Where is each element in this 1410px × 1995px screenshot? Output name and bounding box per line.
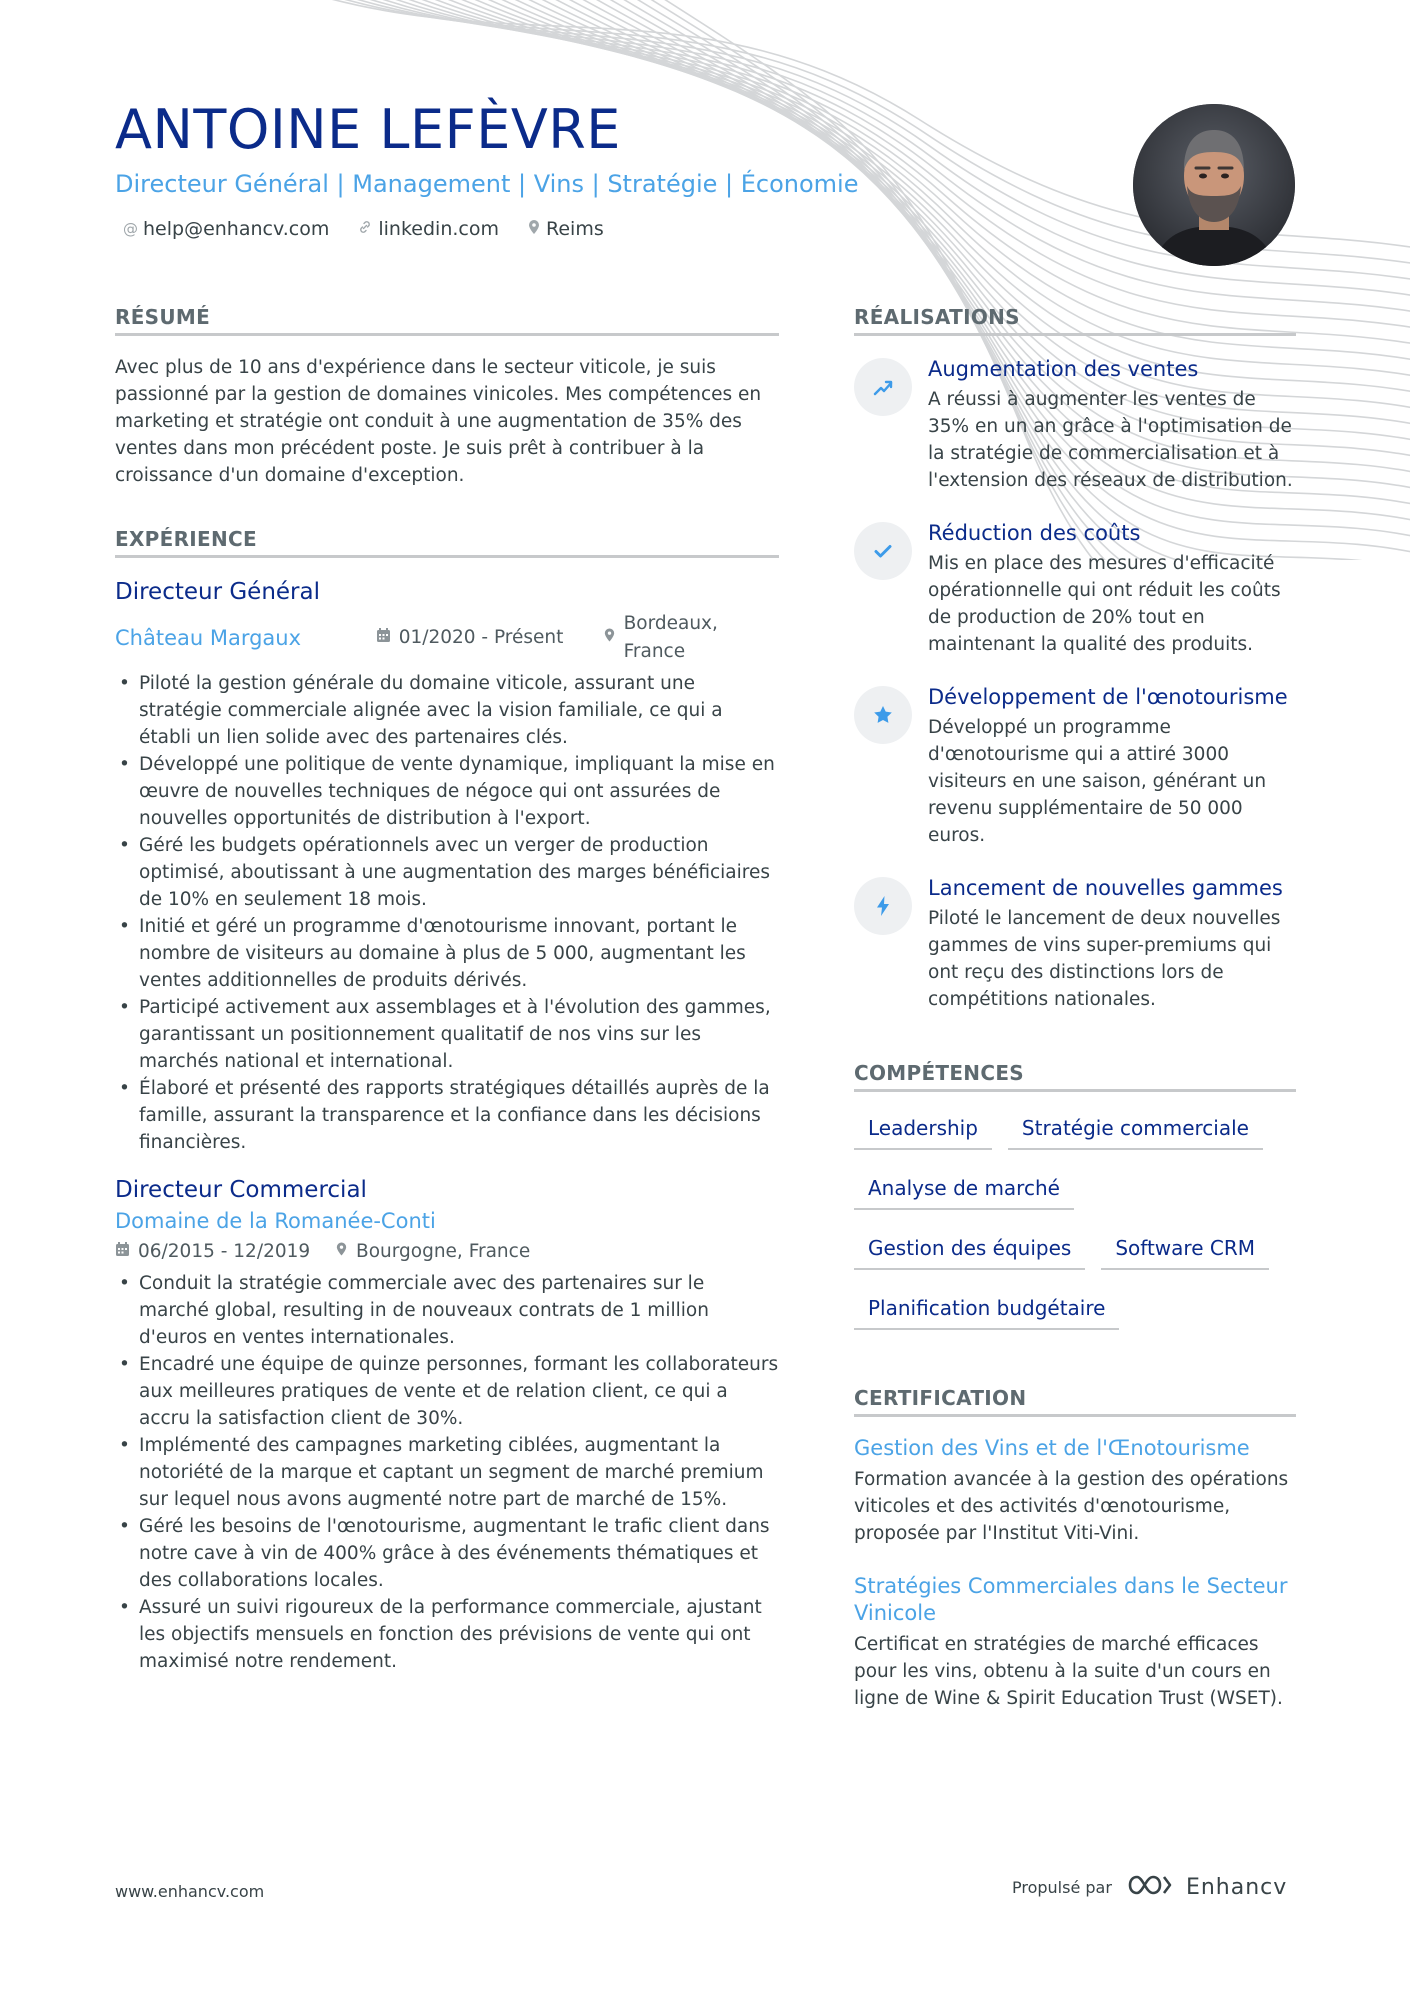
job-bullets: [115, 1270, 779, 1675]
contact-location-text: Reims: [546, 218, 604, 240]
list-item: • Géré les besoins de l'œnotourisme, augmentant le trafic client dans notre cave à vin de 400% grâce à des événements thématiques et des collaborations locales.: [115, 1513, 779, 1594]
achievement-item: [854, 873, 1296, 1013]
candidate-name: ANTOINE LEFÈVRE: [115, 98, 621, 161]
checkmark-icon: [854, 522, 912, 580]
job-title: Directeur Commercial: [115, 1177, 367, 1203]
achievement-item: [854, 518, 1296, 658]
experience-title: EXPÉRIENCE: [115, 527, 779, 558]
contact-linkedin[interactable]: [357, 218, 499, 240]
contact-email-text: help@enhancv.com: [143, 218, 330, 240]
growth-arrow-icon: [854, 358, 912, 416]
list-item: • Conduit la stratégie commerciale avec des partenaires sur le marché global, resulting in de nouveaux contrats de 1 million d'euros en ventes internationales.: [115, 1270, 779, 1351]
left-column: [115, 305, 779, 1675]
job-bullets: [115, 670, 779, 1156]
footer-branding: [1012, 1872, 1287, 1902]
job-dates: [376, 624, 603, 652]
skills-list: [854, 1104, 1296, 1344]
star-icon: [854, 686, 912, 744]
achievement-title: Augmentation des ventes: [928, 357, 1199, 381]
location-pin-icon: [603, 624, 616, 652]
at-icon: @: [123, 220, 138, 238]
skills-title: COMPÉTENCES: [854, 1061, 1296, 1092]
link-icon: [357, 219, 373, 239]
company-name: Château Margaux: [115, 626, 302, 650]
lightning-icon: [854, 877, 912, 935]
skills-section: [854, 1061, 1296, 1344]
list-item: • Élaboré et présenté des rapports stratégiques détaillés auprès de la famille, assurant la transparence et la confiance dans les décisions financières.: [115, 1075, 779, 1156]
job-location-text: Bourgogne, France: [356, 1241, 531, 1262]
certification-section: [854, 1386, 1296, 1712]
list-item: • Développé une politique de vente dynamique, impliquant la mise en œuvre de nouvelles techniques de négoce qui ont assurées de nouvelles opportunités de distribution à l'export.: [115, 751, 779, 832]
skill-tag: Software CRM: [1101, 1224, 1269, 1270]
achievement-desc: Développé un programme d'œnotourisme qui a attiré 3000 visiteurs en une saison, générant un revenu supplémentaire de 50 000 euros.: [928, 717, 1267, 846]
achievement-title: Réduction des coûts: [928, 521, 1141, 545]
contact-location: [527, 218, 604, 240]
certification-title: CERTIFICATION: [854, 1386, 1296, 1417]
skill-tag: Stratégie commerciale: [1008, 1104, 1263, 1150]
achievement-title: Développement de l'œnotourisme: [928, 685, 1288, 709]
calendar-icon: [115, 1238, 130, 1266]
achievement-item: [854, 354, 1296, 494]
job-meta: [115, 1238, 779, 1266]
certification-item: [854, 1435, 1296, 1547]
list-item: • Géré les budgets opérationnels avec un verger de production optimisé, aboutissant à une augmentation des marges bénéficiaires de 10% en seulement 18 mois.: [115, 832, 779, 913]
avatar: [1133, 104, 1295, 266]
summary-text: Avec plus de 10 ans d'expérience dans le secteur viticole, je suis passionné par la gestion de domaines vinicoles. Mes compétences en marketing et stratégie ont conduit à une augmentation de 35% des ventes dans mon précédent poste. Je suis prêt à contribuer à la croissance d'un domaine d'exception.: [115, 357, 762, 486]
list-item: • Piloté la gestion générale du domaine viticole, assurant une stratégie commerciale alignée avec la vision familiale, ce qui a établi un lien solide avec des partenaires clés.: [115, 670, 779, 751]
skill-tag: Gestion des équipes: [854, 1224, 1085, 1270]
summary-title: RÉSUMÉ: [115, 305, 779, 336]
achievements-title: RÉALISATIONS: [854, 305, 1296, 336]
headline: Directeur Général | Management | Vins | Stratégie | Économie: [115, 170, 859, 198]
company-name: Domaine de la Romanée-Conti: [115, 1209, 436, 1233]
location-pin-icon: [527, 219, 541, 239]
right-column: [854, 305, 1296, 1712]
job-dates-text: 01/2020 - Présent: [398, 627, 564, 648]
job-location: [603, 610, 779, 666]
job-location-text: Bordeaux, France: [623, 613, 718, 662]
certification-item: [854, 1573, 1296, 1712]
list-item: • Encadré une équipe de quinze personnes, formant les collaborateurs aux meilleures pratiques de vente et de relation client, ce qui a accru la satisfaction client de 30%.: [115, 1351, 779, 1432]
job-entry: [115, 576, 779, 1156]
contact-linkedin-text: linkedin.com: [378, 218, 499, 240]
achievement-desc: A réussi à augmenter les ventes de 35% en un an grâce à l'optimisation de la stratégie de commercialisation et à l'extension des réseaux de distribution.: [928, 389, 1293, 491]
certification-desc: Formation avancée à la gestion des opérations viticoles et des activités d'œnotourisme, proposée par l'Institut Viti-Vini.: [854, 1469, 1289, 1544]
brand-name: Enhancv: [1185, 1874, 1288, 1900]
experience-section: [115, 527, 779, 1675]
certification-desc: Certificat en stratégies de marché efficaces pour les vins, obtenu à la suite d'un cours en ligne de Wine & Spirit Education Trust (WSET).: [854, 1634, 1283, 1709]
job-location: [335, 1238, 530, 1266]
certification-name: Gestion des Vins et de l'Œnotourisme: [854, 1436, 1250, 1460]
contact-email[interactable]: [123, 218, 329, 240]
achievements-section: [854, 305, 1296, 1013]
job-entry: [115, 1174, 779, 1675]
location-pin-icon: [335, 1238, 348, 1266]
list-item: • Initié et géré un programme d'œnotourisme innovant, portant le nombre de visiteurs au domaine à plus de 5 000, augmentant les ventes additionnelles de produits dérivés.: [115, 913, 779, 994]
job-dates-text: 06/2015 - 12/2019: [138, 1241, 311, 1262]
achievement-desc: Mis en place des mesures d'efficacité opérationnelle qui ont réduit les coûts de production de 20% tout en maintenant la qualité des produits.: [928, 553, 1281, 655]
job-meta: [115, 610, 779, 666]
skill-tag: Analyse de marché: [854, 1164, 1074, 1210]
achievement-item: [854, 682, 1296, 849]
achievement-title: Lancement de nouvelles gammes: [928, 876, 1283, 900]
list-item: • Participé activement aux assemblages et à l'évolution des gammes, garantissant un positionnement qualitatif de nos vins sur les marchés national et international.: [115, 994, 779, 1075]
list-item: • Assuré un suivi rigoureux de la performance commerciale, ajustant les objectifs mensuels en fonction des prévisions de vente qui ont maximisé notre rendement.: [115, 1594, 779, 1675]
enhancv-logo-icon: [1126, 1872, 1172, 1902]
powered-by-label: Propulsé par: [1012, 1877, 1112, 1897]
summary-section: [115, 305, 779, 489]
job-dates: [115, 1238, 335, 1266]
list-item: • Implémenté des campagnes marketing ciblées, augmentant la notoriété de la marque et captant un segment de marché premium sur lequel nous avons augmenté notre part de marché de 15%.: [115, 1432, 779, 1513]
skill-tag: Planification budgétaire: [854, 1284, 1119, 1330]
job-title: Directeur Général: [115, 579, 321, 605]
achievement-desc: Piloté le lancement de deux nouvelles gammes de vins super-premiums qui ont reçu des distinctions lors de compétitions nationales.: [928, 908, 1281, 1010]
calendar-icon: [376, 624, 391, 652]
certification-name: Stratégies Commerciales dans le Secteur Vinicole: [854, 1574, 1288, 1625]
resume-header: [115, 98, 1135, 240]
skill-tag: Leadership: [854, 1104, 992, 1150]
contact-list: [115, 218, 1135, 240]
footer-website[interactable]: www.enhancv.com: [115, 1882, 265, 1901]
